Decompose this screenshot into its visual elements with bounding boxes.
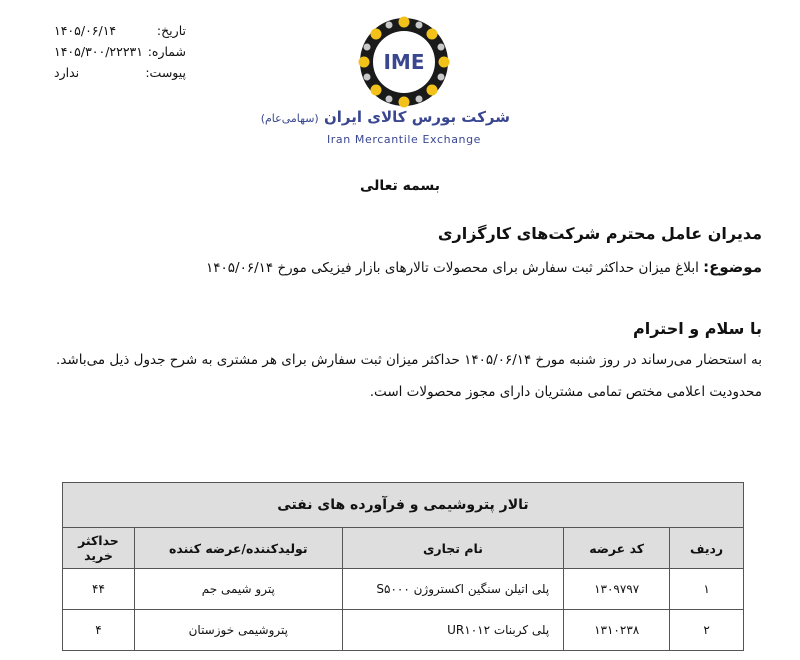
producer: پتروشیمی خوزستان	[134, 610, 342, 651]
attachment-row	[54, 62, 186, 83]
subject-line	[206, 258, 762, 276]
date-label: تاریخ:	[156, 23, 186, 38]
producer: پترو شیمی جم	[134, 569, 342, 610]
row-number: ۲	[670, 610, 744, 651]
recipient: مدیران عامل محترم شرکت‌های کارگزاری	[437, 224, 762, 243]
products-table	[62, 482, 744, 651]
attachment-label: پیوست:	[145, 65, 186, 80]
table-title: تالار پتروشیمی و فرآورده های نفتی	[63, 483, 744, 528]
company-name-fa	[260, 108, 510, 126]
trade-name: پلی اتیلن سنگین اکستروژن S۵۰۰۰	[342, 569, 564, 610]
header-trade-name: نام تجاری	[342, 528, 564, 569]
company-suffix: (سهامی‌عام)	[260, 112, 319, 125]
basmala: بسمه تعالی	[359, 178, 441, 194]
date-row	[54, 20, 186, 41]
greeting: با سلام و احترام	[633, 319, 762, 338]
header-offer-code: کد عرضه	[564, 528, 670, 569]
subject-text: ابلاغ میزان حداکثر ثبت سفارش برای محصولات تالارهای بازار فیزیکی مورخ ۱۴۰۵/۰۶/۱۴	[206, 260, 699, 276]
number-label: شماره:	[147, 44, 186, 59]
table-row	[63, 569, 744, 610]
offer-code: ۱۳۰۹۷۹۷	[564, 569, 670, 610]
company-name-en: Iran Mercantile Exchange	[326, 133, 482, 146]
body-paragraph-line1: به استحضار می‌رساند در روز شنبه مورخ ۱۴۰۵/۰۶/۱۴ حداکثر میزان ثبت سفارش برای هر مشتری به شرح جدول ذیل می‌باشد.	[56, 352, 762, 368]
max-purchase: ۴	[63, 610, 135, 651]
company-name: شرکت بورس کالای ایران	[323, 108, 510, 126]
header-row-number: ردیف	[670, 528, 744, 569]
table-row	[63, 610, 744, 651]
offer-code: ۱۳۱۰۲۳۸	[564, 610, 670, 651]
body-paragraph-line2: محدودیت اعلامی مختص تمامی مشتریان دارای مجوز محصولات است.	[369, 384, 762, 400]
ime-logo-icon	[356, 14, 452, 110]
date-value: ۱۴۰۵/۰۶/۱۴	[54, 23, 117, 38]
header-max-purchase: حداکثر خرید	[63, 528, 135, 569]
row-number: ۱	[670, 569, 744, 610]
header-producer: تولیدکننده/عرضه کننده	[134, 528, 342, 569]
letter-meta	[54, 20, 186, 83]
table-header-row	[63, 528, 744, 569]
trade-name: پلی کربنات UR۱۰۱۲	[342, 610, 564, 651]
number-value: ۱۴۰۵/۳۰۰/۲۲۲۳۱	[54, 44, 143, 59]
logo-emblem-text: IME	[383, 50, 425, 74]
number-row	[54, 41, 186, 62]
attachment-value: ندارد	[54, 65, 80, 80]
max-purchase: ۴۴	[63, 569, 135, 610]
subject-label: موضوع:	[703, 258, 762, 276]
